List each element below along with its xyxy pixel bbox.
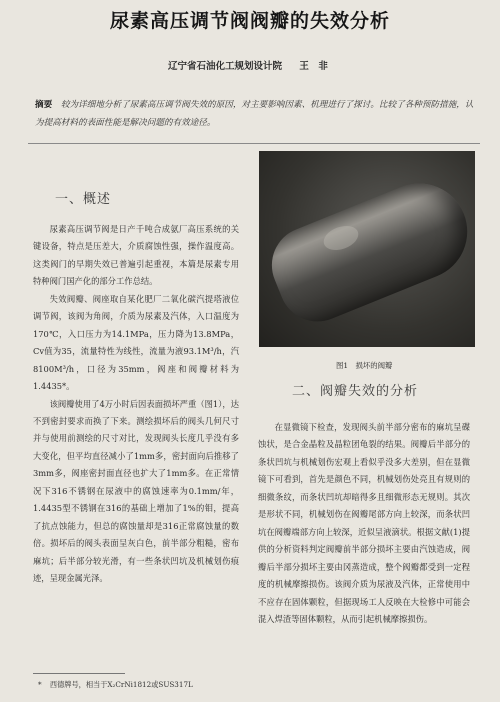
abstract-text: 较为详细地分析了尿素高压调节阀失效的原因，对主要影响因素、机理进行了探讨。比较了各种预防措施，认为提高材料的表面性能是解决问题的有效途径。: [35, 100, 474, 128]
figure-damaged-valve-disc: [259, 151, 475, 347]
section-heading-overview: 一、概述: [55, 192, 112, 207]
byline: [168, 58, 408, 72]
footnote-text: 西德牌号，相当于X₂CrNi1812或SUS317L: [49, 680, 193, 689]
paragraph: 该阀瓣使用了4万小时后因表面损坏严重（图1），达不到密封要求而换了下来。测绘损坏后的阀头几何尺寸并与使用前测绘的尺寸对比，发现阀头长度几乎没有多大变化，但平均直径减小了1mm多，密封面向后推移了3mm多，阀座密封面直径也扩大了1mm多。在正常情况下316不锈钢在尿液中的腐蚀速率为0.1mm/年，1.4435型不锈钢在316的基础上增加了1%的钼，提高了抗点蚀能力，但总的腐蚀量却是316正常腐蚀量的数倍。损坏后的阀头表面呈灰白色，前半部分粗糙，密布麻坑；后半部分较光滑，有一些条状凹坑及机械划伤痕迹，呈现金属光泽。: [33, 398, 239, 584]
abstract: [35, 96, 475, 132]
right-column: [258, 419, 470, 628]
abstract-label: 摘要: [35, 100, 53, 110]
author: 王 非: [299, 61, 328, 72]
affiliation: 辽宁省石油化工规划设计院: [168, 61, 283, 72]
footnote-mark: *: [38, 680, 42, 689]
paper-title: 尿素高压调节阀阀瓣的失效分析: [109, 10, 390, 32]
footnote-divider: [33, 673, 125, 674]
paragraph: 在显微镜下检查，发现阀头前半部分密布的麻坑呈碟蚀状，是合金晶粒及晶粒团龟裂的结果。阀瓣后半部分的条状凹坑与机械划伤宏观上看似乎没多大差别，但在显微镜下可看到，首先是颜色不同，机械划伤处亮且有规则的细微条纹，而条状凹坑却暗得多且细微形态无规则。其次是形状不同，机械划伤在阀瓣尾部方向上较深，而条状凹坑在阀瓣端部方向上较深，近似呈液滴状。根据文献(1)提供的分析资料判定阀瓣前半部分损坏主要由汽蚀造成，阀瓣后半部分损坏主要由冈蒸造成，整个阀瓣都受到一定程度的机械摩擦损伤。该阀介质为尿液及汽体，正常使用中不应存在固体颗粒，但据现场工人反映在大检修中可能会混入焊渣等固体颗粒，从而引起机械摩擦损伤。: [258, 422, 470, 624]
section-heading-failure-analysis: 二、阀瓣失效的分析: [292, 384, 419, 399]
paragraph: 尿素高压调节阀是日产千吨合成氨厂高压系统的关键设备，特点是压差大，介质腐蚀性强，操作温度高。这类阀门的早期失效已普遍引起重视，本篇是尿素专用特种阀门国产化的部分工作总结。: [33, 224, 239, 287]
paragraph: 失效阀瓣、阀座取自某化肥厂二氧化碳汽提塔液位调节阀，该阀为角阀，介质为尿素及汽体，入口温度为170℃，入口压力为14.1MPa，压力降为13.8MPa，Cv值为35，流量特性为线性，流量为液93.1M³/h，汽8100M³/h，口径为35mm，阀座和阀瓣材料为1.4435*。: [33, 293, 239, 392]
footnote: [38, 680, 193, 690]
abstract-divider: [28, 143, 480, 144]
left-column: [33, 221, 239, 588]
figure-caption: 图1 损坏的阀瓣: [336, 361, 393, 370]
